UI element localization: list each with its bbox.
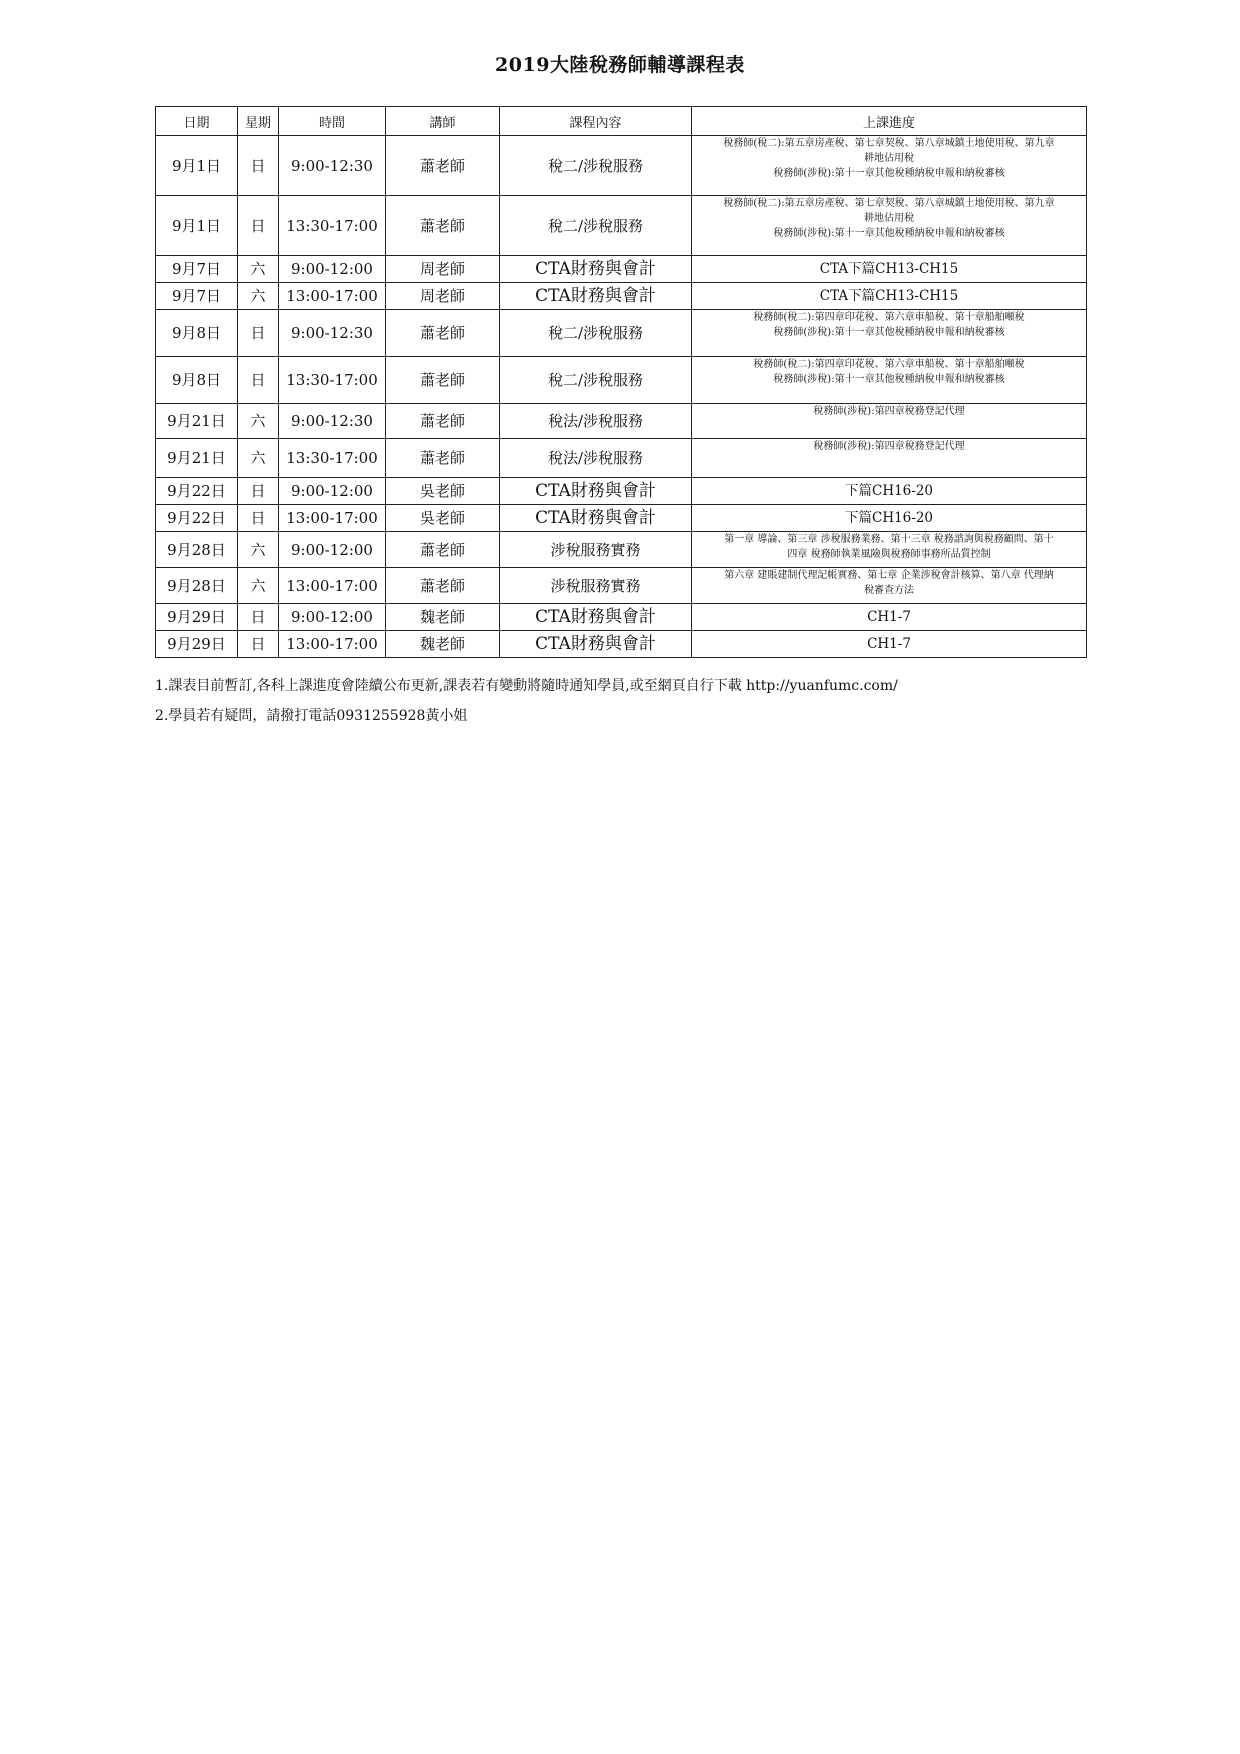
weekday-cell: 六 <box>238 256 279 283</box>
teacher-cell: 蕭老師 <box>386 136 500 196</box>
teacher-cell: 蕭老師 <box>386 357 500 404</box>
weekday-cell: 日 <box>238 310 279 357</box>
time-cell: 13:30-17:00 <box>279 196 386 256</box>
date-cell: 9月1日 <box>156 136 238 196</box>
teacher-cell: 蕭老師 <box>386 532 500 568</box>
header-time: 時間 <box>279 107 386 136</box>
progress-line: 稅務師(稅二):第五章房產稅、第七章契稅、第八章城鎮土地使用稅、第九章 <box>723 138 1055 149</box>
teacher-cell: 周老師 <box>386 256 500 283</box>
weekday-cell: 日 <box>238 478 279 505</box>
progress-line: CTA下篇CH13-CH15 <box>819 260 959 277</box>
time-cell: 9:00-12:00 <box>279 478 386 505</box>
table-row <box>156 196 1087 256</box>
progress-line: 稅審查方法 <box>864 585 914 596</box>
progress-cell <box>692 256 1087 283</box>
progress-cell <box>692 631 1087 658</box>
table-row <box>156 568 1087 604</box>
progress-cell <box>692 404 1087 439</box>
weekday-cell: 日 <box>238 196 279 256</box>
table-row <box>156 256 1087 283</box>
header-weekday: 星期 <box>238 107 279 136</box>
progress-line: 稅務師(稅二):第四章印花稅、第六章車船稅、第十章船舶噸稅 <box>753 312 1025 323</box>
course-cell: 稅法/涉稅服務 <box>500 404 692 439</box>
course-cell: CTA財務與會計 <box>500 604 692 631</box>
weekday-cell: 六 <box>238 404 279 439</box>
date-cell: 9月8日 <box>156 310 238 357</box>
weekday-cell: 六 <box>238 568 279 604</box>
teacher-cell: 蕭老師 <box>386 568 500 604</box>
weekday-cell: 日 <box>238 505 279 532</box>
course-cell: CTA財務與會計 <box>500 631 692 658</box>
date-cell: 9月22日 <box>156 478 238 505</box>
progress-line: 稅務師(涉稅):第十一章其他稅種納稅申報和納稅審核 <box>773 374 1005 385</box>
time-cell: 13:30-17:00 <box>279 357 386 404</box>
teacher-cell: 蕭老師 <box>386 310 500 357</box>
time-cell: 13:00-17:00 <box>279 283 386 310</box>
note-contact: 2.學員若有疑問，請撥打電話0931255928黃小姐 <box>155 708 468 724</box>
weekday-cell: 日 <box>238 604 279 631</box>
weekday-cell: 日 <box>238 357 279 404</box>
progress-line: 稅務師(涉稅):第十一章其他稅種納稅申報和納稅審核 <box>773 168 1005 179</box>
date-cell: 9月7日 <box>156 256 238 283</box>
progress-cell <box>692 478 1087 505</box>
progress-cell <box>692 357 1087 404</box>
time-cell: 13:00-17:00 <box>279 505 386 532</box>
teacher-cell: 魏老師 <box>386 631 500 658</box>
course-cell: CTA財務與會計 <box>500 283 692 310</box>
progress-line: CH1-7 <box>867 608 911 625</box>
date-cell: 9月28日 <box>156 532 238 568</box>
course-cell: CTA財務與會計 <box>500 478 692 505</box>
progress-line: CTA下篇CH13-CH15 <box>819 287 959 304</box>
table-body <box>156 136 1087 658</box>
course-cell: 涉稅服務實務 <box>500 532 692 568</box>
date-cell: 9月29日 <box>156 604 238 631</box>
time-cell: 13:00-17:00 <box>279 568 386 604</box>
date-cell: 9月21日 <box>156 404 238 439</box>
table-row <box>156 604 1087 631</box>
teacher-cell: 周老師 <box>386 283 500 310</box>
note-schedule-tentative: 1.課表目前暫訂,各科上課進度會陸續公布更新,課表若有變動將隨時通知學員,或至網頁自行下載 http://yuanfumc.com/ <box>155 678 898 694</box>
progress-line: 第六章 建賬建制代理記帳實務、第七章 企業涉稅會計核算、第八章 代理納 <box>724 570 1054 581</box>
weekday-cell: 六 <box>238 439 279 478</box>
table-row <box>156 404 1087 439</box>
progress-cell <box>692 439 1087 478</box>
progress-cell <box>692 283 1087 310</box>
progress-line: 四章 稅務師執業風險與稅務師事務所品質控制 <box>787 549 991 560</box>
teacher-cell: 蕭老師 <box>386 196 500 256</box>
progress-cell <box>692 136 1087 196</box>
course-cell: 稅二/涉稅服務 <box>500 357 692 404</box>
teacher-cell: 吳老師 <box>386 505 500 532</box>
header-date: 日期 <box>156 107 238 136</box>
teacher-cell: 吳老師 <box>386 478 500 505</box>
progress-cell <box>692 604 1087 631</box>
progress-cell <box>692 196 1087 256</box>
weekday-cell: 六 <box>238 283 279 310</box>
time-cell: 9:00-12:30 <box>279 136 386 196</box>
progress-line: CH1-7 <box>867 635 911 652</box>
weekday-cell: 日 <box>238 631 279 658</box>
progress-cell <box>692 310 1087 357</box>
teacher-cell: 蕭老師 <box>386 404 500 439</box>
table-row <box>156 357 1087 404</box>
date-cell: 9月1日 <box>156 196 238 256</box>
date-cell: 9月29日 <box>156 631 238 658</box>
progress-line: 稅務師(稅二):第五章房產稅、第七章契稅、第八章城鎮土地使用稅、第九章 <box>723 198 1055 209</box>
teacher-cell: 魏老師 <box>386 604 500 631</box>
date-cell: 9月22日 <box>156 505 238 532</box>
course-cell: 稅二/涉稅服務 <box>500 196 692 256</box>
table-row <box>156 283 1087 310</box>
weekday-cell: 日 <box>238 136 279 196</box>
progress-cell <box>692 568 1087 604</box>
table-row <box>156 478 1087 505</box>
time-cell: 9:00-12:00 <box>279 532 386 568</box>
progress-line: 稅務師(稅二):第四章印花稅、第六章車船稅、第十章船舶噸稅 <box>753 359 1025 370</box>
teacher-cell: 蕭老師 <box>386 439 500 478</box>
date-cell: 9月28日 <box>156 568 238 604</box>
progress-cell <box>692 505 1087 532</box>
course-cell: CTA財務與會計 <box>500 256 692 283</box>
time-cell: 9:00-12:00 <box>279 604 386 631</box>
header-teacher: 講師 <box>386 107 500 136</box>
progress-line: 耕地佔用稅 <box>864 213 914 224</box>
date-cell: 9月21日 <box>156 439 238 478</box>
time-cell: 9:00-12:00 <box>279 256 386 283</box>
course-cell: CTA財務與會計 <box>500 505 692 532</box>
time-cell: 13:00-17:00 <box>279 631 386 658</box>
table-row <box>156 532 1087 568</box>
header-progress: 上課進度 <box>692 107 1087 136</box>
course-cell: 稅二/涉稅服務 <box>500 136 692 196</box>
progress-line: 下篇CH16-20 <box>844 482 934 499</box>
date-cell: 9月7日 <box>156 283 238 310</box>
course-cell: 稅二/涉稅服務 <box>500 310 692 357</box>
date-cell: 9月8日 <box>156 357 238 404</box>
table-row <box>156 505 1087 532</box>
schedule-table <box>155 106 1087 658</box>
table-row <box>156 136 1087 196</box>
progress-line: 第一章 導論、第三章 涉稅服務業務、第十三章 稅務諮詢與稅務顧問、第十 <box>724 534 1054 545</box>
progress-line: 稅務師(涉稅):第四章稅務登記代理 <box>813 441 965 452</box>
progress-line: 稅務師(涉稅):第四章稅務登記代理 <box>813 406 965 417</box>
page-title: 2019大陸稅務師輔導課程表 <box>495 54 745 76</box>
time-cell: 9:00-12:30 <box>279 310 386 357</box>
weekday-cell: 六 <box>238 532 279 568</box>
course-cell: 涉稅服務實務 <box>500 568 692 604</box>
table-row <box>156 310 1087 357</box>
header-course: 課程內容 <box>500 107 692 136</box>
progress-line: 下篇CH16-20 <box>844 509 934 526</box>
table-row <box>156 631 1087 658</box>
table-header-row <box>156 107 1087 136</box>
progress-line: 稅務師(涉稅):第十一章其他稅種納稅申報和納稅審核 <box>773 228 1005 239</box>
course-cell: 稅法/涉稅服務 <box>500 439 692 478</box>
time-cell: 13:30-17:00 <box>279 439 386 478</box>
table-row <box>156 439 1087 478</box>
progress-line: 稅務師(涉稅):第十一章其他稅種納稅申報和納稅審核 <box>773 327 1005 338</box>
progress-cell <box>692 532 1087 568</box>
time-cell: 9:00-12:30 <box>279 404 386 439</box>
progress-line: 耕地佔用稅 <box>864 153 914 164</box>
